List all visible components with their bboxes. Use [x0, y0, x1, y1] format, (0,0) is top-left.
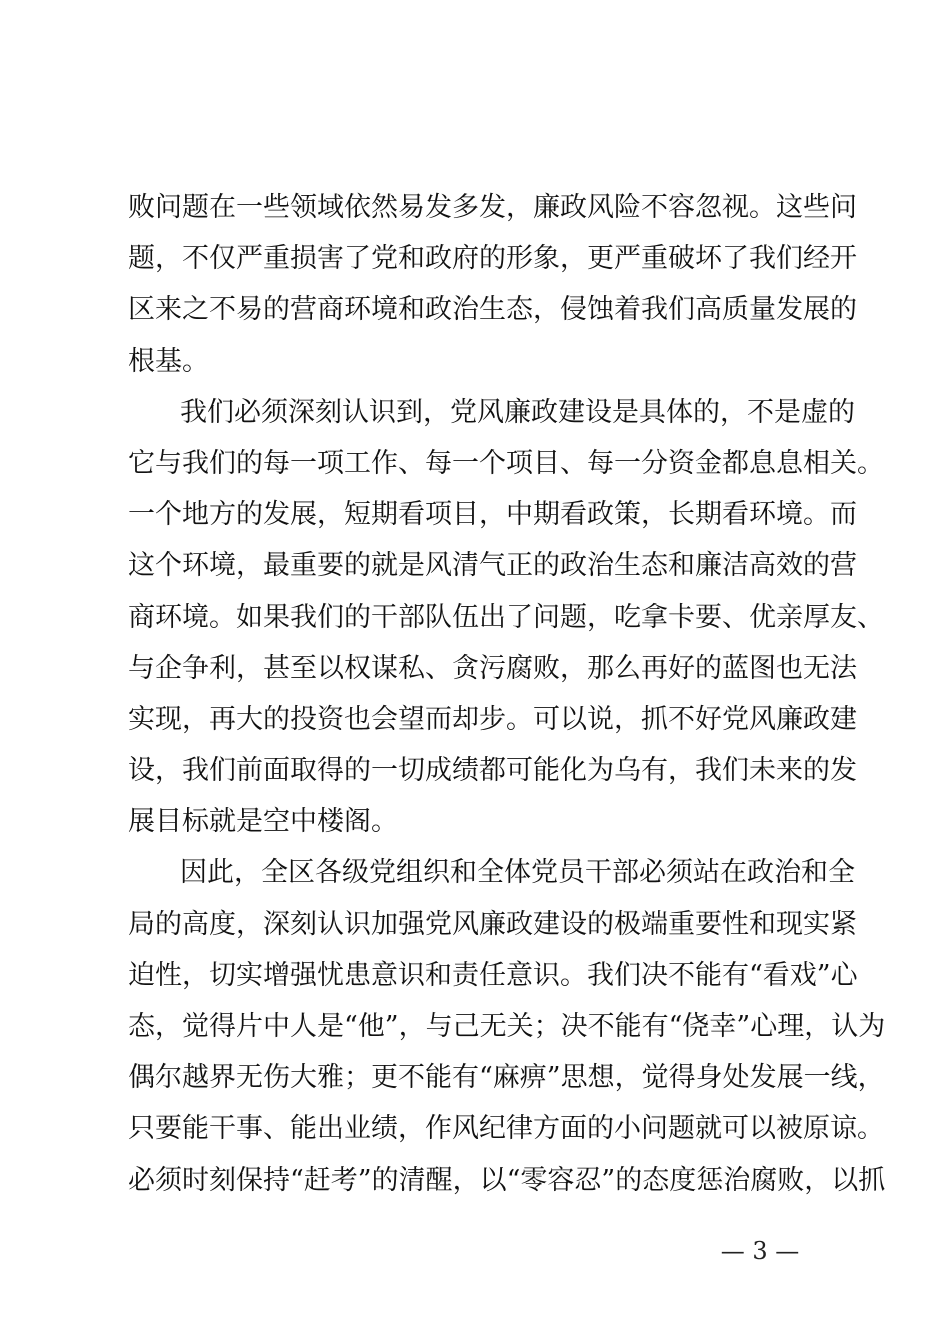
text-line: 商环境。如果我们的干部队伍出了问题，吃拿卡要、优亲厚友、 [128, 601, 884, 633]
text-line: 败问题在一些领域依然易发多发，廉政风险不容忽视。这些问 [128, 192, 857, 223]
document-body [128, 182, 886, 1206]
text-line: 必须时刻保持“赶考”的清醒，以“零容忍”的态度惩治腐败，以抓 [128, 1164, 886, 1196]
text-line: 它与我们的每一项工作、每一个项目、每一分资金都息息相关。 [128, 447, 884, 479]
text-line: 只要能干事、能出业绩，作风纪律方面的小问题就可以被原谅。 [128, 1113, 884, 1145]
page-number: — 3 — [720, 1237, 800, 1265]
paragraph-3 [128, 847, 886, 1205]
text-line: 迫性，切实增强忧患意识和责任意识。我们决不能有“看戏”心 [128, 959, 858, 991]
text-line: 区来之不易的营商环境和政治生态，侵蚀着我们高质量发展的 [128, 294, 857, 326]
text-line: 实现，再大的投资也会望而却步。可以说，抓不好党风廉政建 [128, 703, 857, 735]
text-line: 一个地方的发展，短期看项目，中期看政策，长期看环境。而 [128, 499, 857, 531]
text-line: 我们必须深刻认识到，党风廉政建设是具体的，不是虚的 [180, 396, 855, 428]
text-line: 这个环境，最重要的就是风清气正的政治生态和廉洁高效的营 [128, 550, 857, 582]
text-line: 与企争利，甚至以权谋私、贪污腐败，那么再好的蓝图也无法 [128, 652, 857, 684]
text-line: 题，不仅严重损害了党和政府的形象，更严重破坏了我们经开 [128, 243, 857, 275]
text-line: 偶尔越界无伤大雅；更不能有“麻痹”思想，觉得身处发展一线， [128, 1062, 885, 1094]
text-line: 展目标就是空中楼阁。 [128, 806, 398, 838]
text-line: 态，觉得片中人是“他”，与己无关；决不能有“侥幸”心理，认为 [128, 1011, 886, 1042]
text-line: 根基。 [128, 345, 209, 377]
paragraph-1 [128, 182, 857, 387]
text-line: 因此，全区各级党组织和全体党员干部必须站在政治和全 [180, 857, 855, 889]
paragraph-2 [128, 387, 884, 848]
text-line: 设，我们前面取得的一切成绩都可能化为乌有，我们未来的发 [128, 755, 857, 787]
text-line: 局的高度，深刻认识加强党风廉政建设的极端重要性和现实紧 [128, 908, 857, 940]
